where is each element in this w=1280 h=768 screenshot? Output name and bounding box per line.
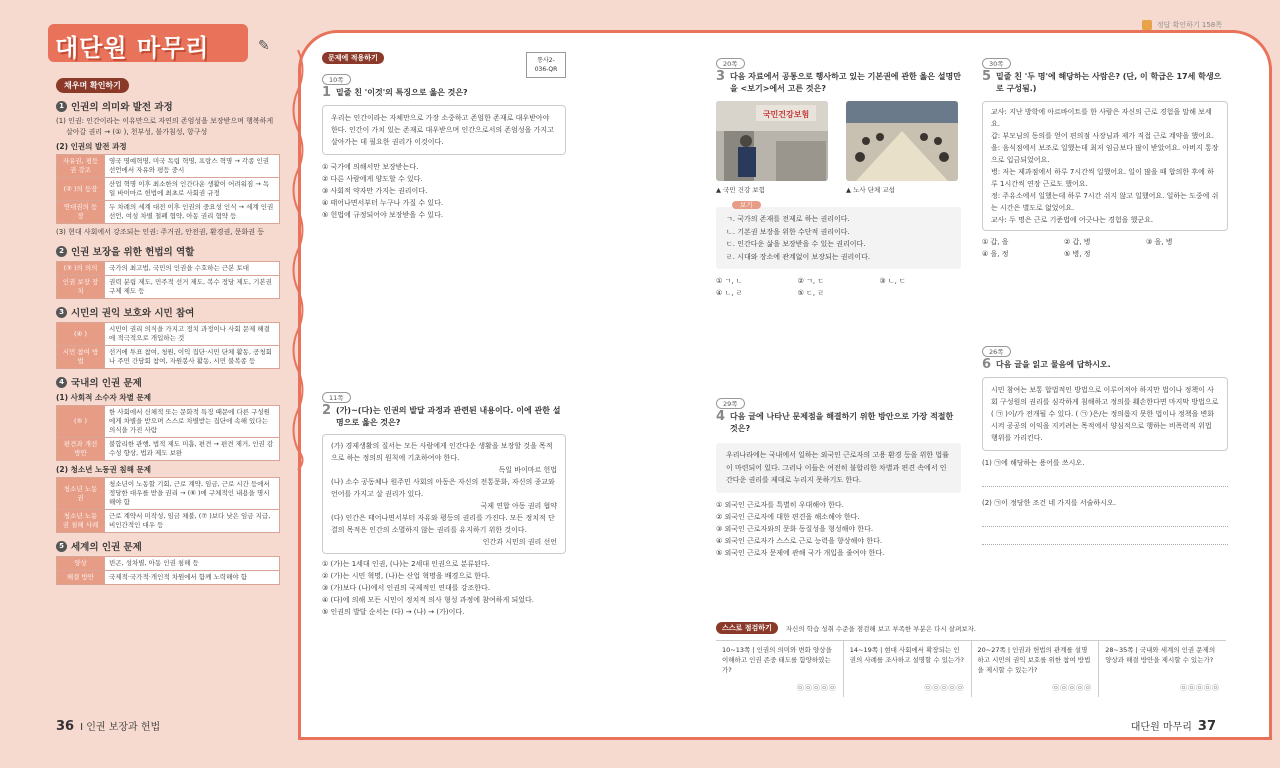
section-4-title: 국내의 인권 문제 — [71, 378, 142, 389]
q6-subquestion-2: (2) ㉠이 정당한 조건 네 가지를 서술하시오. — [982, 499, 1116, 507]
section-4-subheading-1: (1) 사회적 소수자 차별 문제 — [56, 393, 151, 402]
self-check-description: 자신의 학습 성취 수준을 점검해 보고 부족한 부분은 다시 살펴보자. — [785, 624, 976, 633]
q2-source-da: 인간과 시민의 권리 선언 — [482, 538, 557, 546]
q5-options — [982, 236, 1228, 260]
q6-passage: 시민 참여는 보통 합법적인 방법으로 이루어져야 하지만 법이나 정책이 사회 구성원의 권리를 심각하게 침해하고 정의를 훼손한다면 마지막 방법으로 ( ㉠ )이/가 전개될 수 있다. ( ㉠ )은/는 정의롭지 못한 법이나 정책을 변화시켜 공공의 이익을 지키려는 목적에서 양심적으로 행하는 비폭력적 위법 행위를 가리킨다. — [982, 377, 1228, 451]
self-check-row — [716, 640, 1226, 697]
q1-passage: 우리는 인간이라는 자체만으로 가장 소중하고 존엄한 존재로 대우받아야 한다. 인간이 가치 있는 존재로 대우받으며 인간으로서의 존엄성을 가지고 살아가는 데 필요한 권리가 이것이다. — [322, 105, 566, 155]
bogi-item: ㄴ. 기본권 보장을 위한 수단적 권리이다. — [726, 227, 850, 236]
q1-option-3[interactable]: ③ 사회적 약자만 가지는 권리이다. — [322, 187, 428, 195]
table-value: 산업 혁명 이후 최소한의 인간다운 생활이 어려워짐 → 독일 바이마르 헌법에 최초로 사회권 규정 — [105, 178, 280, 201]
q1-options — [322, 161, 566, 221]
self-check-text: 10~13쪽 | 인권의 의미와 변화 양상을 이해하고 인권 존중 태도를 함양하였는가? — [722, 646, 832, 674]
section-2-number: 2 — [56, 246, 67, 257]
answer-reference — [1142, 20, 1222, 30]
table-row — [57, 262, 280, 276]
table-row — [57, 438, 280, 461]
q3-page-tag: 20쪽 — [716, 58, 745, 69]
section-2-table — [56, 261, 280, 299]
table-key: 연대권의 등장 — [57, 201, 105, 224]
q5-number: 5 — [982, 69, 992, 84]
q3-photos — [716, 101, 961, 194]
bogi-item: ㄱ. 국가의 존재를 전제로 하는 권리이다. — [726, 215, 850, 223]
q2-page-tag: 11쪽 — [322, 392, 351, 403]
q4-text: 다음 글에 나타난 문제점을 해결하기 위한 방안으로 가장 적절한 것은? — [730, 412, 954, 433]
table-row — [57, 201, 280, 224]
pencil-icon: ✎ — [258, 38, 270, 54]
q3-option-5[interactable]: ⑤ ㄷ, ㄹ — [797, 289, 825, 297]
q3-photo-1 — [716, 101, 828, 194]
table-row — [57, 478, 280, 510]
bogi-item: ㄹ. 시대와 장소에 관계없이 보장되는 권리이다. — [726, 252, 871, 261]
q4-option-5[interactable]: ⑤ 외국인 근로자 문제에 관해 국가 개입을 줄여야 한다. — [716, 548, 885, 557]
q2-option-1[interactable]: ① (가)는 1세대 인권, (나)는 2세대 인권으로 분류된다. — [322, 560, 490, 568]
table-key: 자유권, 평등권 강조 — [57, 155, 105, 178]
q1-option-2[interactable]: ② 다른 사람에게 양도할 수 있다. — [322, 175, 423, 183]
answer-reference-text: 정답 확인하기 158쪽 — [1156, 21, 1222, 29]
section-3-title: 시민의 권익 보호와 시민 참여 — [71, 308, 195, 319]
dialogue-line: 갑: 부모님의 동의를 얻어 편의점 사장님과 제가 직접 근로 계약을 했어요. — [991, 132, 1214, 140]
section-4-number: 4 — [56, 377, 67, 388]
self-check-text: 20~27쪽 | 인권과 헌법의 관계를 설명하고 시민의 권익 보호를 위한 참여 방법을 제시할 수 있는가? — [977, 646, 1091, 674]
q6-answer-line-2[interactable] — [982, 509, 1228, 527]
section-1-table — [56, 154, 280, 224]
section-1-text-1b: 살아갈 권리 → (① ), 천부성, 불가침성, 항구성 — [66, 128, 208, 136]
section-4-table-1 — [56, 405, 280, 461]
table-key: 해결 방안 — [57, 571, 105, 585]
table-value: 불합리한 관행, 법적 제도 미흡, 편견 → 편견 제거, 인권 감수성 향상, 법과 제도 보완 — [105, 438, 280, 461]
q5-dialogue — [982, 101, 1228, 231]
q6-number: 6 — [982, 357, 992, 372]
dialogue-line: 교사: 지난 방학에 아르바이트를 한 사람은 자신의 근로 경험을 말해 보세요. — [991, 108, 1212, 128]
section-1-heading — [56, 99, 288, 113]
dialogue-line: 정: 주유소에서 일했는데 하루 7시간 쉬지 않고 일했어요. 일하는 도중에 쉬는 시간은 별도로 없었어요. — [991, 192, 1219, 212]
table-value: 영국 명예혁명, 미국 독립 혁명, 프랑스 혁명 → 각종 인권 선언에서 자유와 평등 중시 — [105, 155, 280, 178]
q4-option-3[interactable]: ③ 외국인 근로자와의 문화 동질성을 형성해야 한다. — [716, 524, 874, 533]
q2-passage-da: (다) 인간은 태어나면서부터 자유와 평등의 권리를 가진다. 모든 정치적 단결의 목적은 인간의 소멸하지 않는 권리를 유지하기 위한 것이다. — [331, 514, 555, 534]
binding-decoration — [287, 50, 309, 470]
q3-bogi — [716, 200, 961, 269]
section-4-heading — [56, 375, 288, 389]
q1-page-tag: 10쪽 — [322, 74, 351, 85]
table-row — [57, 323, 280, 346]
q5-option-3[interactable]: ③ 을, 병 — [1146, 238, 1173, 246]
footer-left-text: Ⅰ 인권 보장과 헌법 — [80, 722, 161, 733]
self-check-section — [716, 622, 1226, 697]
table-key: (⑤ ) — [57, 406, 105, 438]
table-value: 한 사회에서 신체적 또는 문화적 특징 때문에 다른 구성원에게 차별을 받으며 스스로 차별받는 집단에 속해 있다는 의식을 가진 사람 — [105, 406, 280, 438]
q3-caption-2: ▲ 노사 단체 교섭 — [846, 186, 895, 194]
left-summary-column — [0, 0, 298, 768]
q2-passage-na: (나) 소수 공동체나 원주민 사회의 아동은 자신의 전통문화, 자신의 종교와 언어를 가지고 살 권리가 있다. — [331, 478, 555, 498]
self-check-cell — [716, 641, 844, 697]
q3-title — [716, 71, 961, 95]
table-value: 근로 계약서 미작성, 임금 체불, (⑦ )보다 낮은 임금 지급, 비인간적인 대우 등 — [105, 510, 280, 533]
page-title: 대단원 마무리 — [55, 34, 210, 62]
column-question-6 — [982, 346, 1228, 545]
section-5-table — [56, 556, 280, 585]
table-value: 권력 분립 제도, 민주적 선거 제도, 복수 정당 제도, 기본권 구제 제도 등 — [105, 276, 280, 299]
rating-faces[interactable]: ㉧㉧㉧㉧㉧ — [796, 684, 837, 692]
q4-options — [716, 499, 961, 559]
table-row — [57, 155, 280, 178]
column-question-5 — [982, 58, 1228, 260]
q2-option-2[interactable]: ② (가)는 시민 혁명, (나)는 산업 혁명을 배경으로 한다. — [322, 572, 490, 580]
q3-option-1[interactable]: ① ㄱ, ㄴ — [716, 277, 743, 285]
book-icon — [1142, 20, 1152, 30]
q4-option-1[interactable]: ① 외국인 근로자를 특별히 우대해야 한다. — [716, 500, 844, 509]
dialogue-line: 을: 음식점에서 보조로 일했는데 최저 임금보다 많이 받았어요. 아버지 통장으로 입금되었어요. — [991, 144, 1219, 164]
q5-option-5[interactable]: ⑤ 병, 정 — [1064, 250, 1091, 258]
q3-photo-2 — [846, 101, 958, 194]
section-5-heading — [56, 539, 288, 553]
table-value: 시민이 권리 의식을 가지고 정치 과정이나 사회 문제 해결에 적극적으로 개입하는 것 — [105, 323, 280, 346]
q2-number: 2 — [322, 403, 332, 418]
q6-answer-line-3[interactable] — [982, 527, 1228, 545]
q4-number: 4 — [716, 409, 726, 424]
q1-option-5[interactable]: ⑤ 헌법에 규정되어야 보장받을 수 있다. — [322, 211, 444, 219]
health-insurance-photo — [716, 101, 828, 181]
section-4-table-2 — [56, 477, 280, 533]
bogi-label: 보기 — [732, 201, 761, 209]
table-key: 편견과 개선 방안 — [57, 438, 105, 461]
section-1-text-1: (1) 인권: 인간이라는 이유만으로 자연의 존엄성을 보장받으며 행복하게 — [56, 117, 274, 125]
table-row — [57, 276, 280, 299]
column-question-2 — [322, 392, 566, 618]
q4-title — [716, 411, 961, 435]
apply-tag: 문제에 적용하기 — [322, 52, 384, 64]
table-key: (④ ) — [57, 323, 105, 346]
section-5-title: 세계의 인권 문제 — [71, 542, 142, 553]
table-row — [57, 178, 280, 201]
q5-option-1[interactable]: ① 갑, 을 — [982, 238, 1009, 246]
q1-number: 1 — [322, 85, 332, 100]
table-value: 국가의 최고법, 국민의 인권을 수호하는 근본 토대 — [105, 262, 280, 276]
self-check-tag: 스스로 점검하기 — [716, 622, 778, 634]
column-questions-1-2 — [322, 52, 566, 221]
q6-subquestion-1: (1) ㉠에 해당하는 용어를 쓰시오. — [982, 459, 1085, 467]
q4-passage: 우리나라에는 국내에서 일하는 외국인 근로자의 고용 환경 등을 위한 법률이 마련되어 있다. 그러나 이들은 여전히 불합리한 차별과 편견 속에서 인간다운 권리를 제대로 누리지 못하기도 한다. — [716, 443, 961, 493]
q1-option-4[interactable]: ④ 태어나면서부터 누구나 가질 수 있다. — [322, 199, 444, 207]
page-number-right: 37 — [1197, 719, 1216, 734]
rating-faces[interactable]: ㉧㉧㉧㉧㉧ — [1052, 684, 1093, 692]
section-1-title: 인권의 의미와 발전 과정 — [71, 102, 173, 113]
section-2-heading — [56, 244, 288, 258]
q2-option-4[interactable]: ④ (다)에 의해 모든 시민이 정치적 의사 형성 과정에 참여하게 되었다. — [322, 596, 535, 604]
section-5-number: 5 — [56, 541, 67, 552]
q2-option-5[interactable]: ⑤ 인권의 발달 순서는 (다) → (나) → (가)이다. — [322, 608, 465, 616]
section-1-subheading: (2) 인권의 발전 과정 — [56, 142, 127, 151]
q2-source-ga: 독일 바이마르 헌법 — [498, 466, 557, 474]
q3-option-3[interactable]: ③ ㄴ, ㄷ — [879, 277, 906, 285]
section-4-subheading-2: (2) 청소년 노동권 침해 문제 — [56, 465, 151, 474]
table-value: 청소년이 노동할 기회, 근로 계약, 임금, 근로 시간 등에서 정당한 대우를 받을 권리 → (⑥ )에 구체적인 내용을 명시해야 함 — [105, 478, 280, 510]
q5-option-4[interactable]: ④ 을, 정 — [982, 250, 1009, 258]
self-check-text: 28~35쪽 | 국내와 세계의 인권 문제의 양상과 해결 방안을 제시할 수 있는가? — [1105, 646, 1216, 664]
column-question-4 — [716, 398, 961, 559]
q5-page-tag: 30쪽 — [982, 58, 1011, 69]
table-row — [57, 571, 280, 585]
section-3-table — [56, 322, 280, 369]
footer-right — [1131, 718, 1222, 734]
photo-sign-text: 국민건강보험 — [762, 110, 810, 119]
rating-faces[interactable]: ㉧㉧㉧㉧㉧ — [1180, 684, 1220, 692]
q4-option-2[interactable]: ② 외국인 근로자에 대한 편견을 해소해야 한다. — [716, 512, 860, 521]
q4-option-4[interactable]: ④ 외국인 근로자가 스스로 근로 능력을 향상해야 한다. — [716, 536, 883, 545]
table-value: 국제적·국가적·개인적 차원에서 함께 노력해야 함 — [105, 571, 280, 585]
bogi-item: ㄷ. 인간다운 삶을 보장받을 수 있는 권리이다. — [726, 240, 866, 248]
table-row — [57, 510, 280, 533]
table-key: (③ )의 의의 — [57, 262, 105, 276]
column-question-3 — [716, 58, 961, 299]
table-key: 청소년 노동권 침해 사례 — [57, 510, 105, 533]
table-key: 인권 보장 장치 — [57, 276, 105, 299]
q2-source-na: 국제 연합 아동 권리 협약 — [480, 502, 557, 510]
q5-title — [982, 71, 1228, 95]
q3-option-2[interactable]: ② ㄱ, ㄷ — [797, 277, 825, 285]
q4-page-tag: 29쪽 — [716, 398, 745, 409]
table-key: (② )의 등장 — [57, 178, 105, 201]
q6-answer-line-1[interactable] — [982, 469, 1228, 487]
q5-text: 밑줄 친 '두 명'에 해당하는 사람은? (단, 이 학급은 17세 학생으로 구성됨.) — [996, 72, 1222, 93]
q3-text: 다음 자료에서 공통으로 행사하고 있는 기본권에 관한 옳은 설명만을 <보기>에서 고른 것은? — [730, 72, 961, 93]
table-value: 선거에 투표 참여, 청원, 이익 집단·시민 단체 활동, 공청회나 주민 간담회 참여, 자원봉사 활동, 시민 불복종 등 — [105, 346, 280, 369]
section-3-number: 3 — [56, 307, 67, 318]
labor-negotiation-photo — [846, 101, 958, 181]
footer-left — [56, 718, 160, 734]
table-row — [57, 557, 280, 571]
self-check-cell — [972, 641, 1100, 697]
page-number-left: 36 — [56, 719, 75, 734]
q1-option-1[interactable]: ① 국가에 의해서만 보장받는다. — [322, 163, 419, 171]
dialogue-line: 병: 저는 제과점에서 하루 7시간씩 일했어요. 일이 많을 때 합의한 후에 하루 1시간씩 연장 근로도 했어요. — [991, 168, 1214, 188]
section-1-text-3: (3) 현대 사회에서 강조되는 인권: 주거권, 안전권, 환경권, 문화권 등 — [56, 228, 265, 236]
self-check-cell — [1099, 641, 1226, 697]
q2-option-3[interactable]: ③ (가)보다 (나)에서 인권의 국제적인 연대를 강조한다. — [322, 584, 491, 592]
q2-passage-ga: (가) 경제생활의 질서는 모든 사람에게 인간다운 생활을 보장할 것을 목적으로 하는 정의의 원칙에 기초하여야 한다. — [331, 442, 553, 462]
q2-title — [322, 405, 566, 429]
summary-content — [56, 78, 288, 585]
table-key: 양상 — [57, 557, 105, 571]
rating-faces[interactable]: ㉧㉧㉧㉧㉧ — [924, 684, 965, 692]
self-check-text: 14~19쪽 | 현대 사회에서 확장되는 인권의 사례를 조사하고 설명할 수 있는가? — [849, 646, 964, 664]
fill-check-tag: 채우며 확인하기 — [56, 78, 129, 93]
table-value: 두 차례의 세계 대전 이후 인권의 중요성 인식 → 세계 인권 선언, 여성 차별 철폐 협약, 아동 권리 협약 등 — [105, 201, 280, 224]
table-row — [57, 406, 280, 438]
q3-caption-1: ▲ 국민 건강 보험 — [716, 186, 765, 194]
bogi-box — [716, 207, 961, 269]
table-value: 빈곤, 성차별, 아동 인권 침해 등 — [105, 557, 280, 571]
section-1-number: 1 — [56, 101, 67, 112]
q1-title — [322, 87, 566, 99]
self-check-cell — [844, 641, 972, 697]
q3-option-4[interactable]: ④ ㄴ, ㄹ — [716, 289, 743, 297]
footer-right-text: 대단원 마무리 — [1130, 722, 1192, 733]
q2-options — [322, 558, 566, 618]
table-key: 시민 참여 방법 — [57, 346, 105, 369]
q6-page-tag: 26쪽 — [982, 346, 1011, 357]
q6-title — [982, 359, 1228, 371]
dialogue-line: 교사: 두 명은 근로 기준법에 어긋나는 경험을 했군요. — [991, 216, 1154, 224]
table-row — [57, 346, 280, 369]
q5-option-2[interactable]: ② 갑, 병 — [1064, 238, 1091, 246]
q6-text: 다음 글을 읽고 물음에 답하시오. — [996, 360, 1111, 369]
q2-text: (가)~(다)는 인권의 발달 과정과 관련된 내용이다. 이에 관한 설명으로 옳은 것은? — [336, 406, 561, 427]
table-key: 청소년 노동권 — [57, 478, 105, 510]
section-2-title: 인권 보장을 위한 헌법의 역할 — [71, 247, 195, 258]
q3-options — [716, 275, 961, 299]
qr-code-box[interactable]: 통사2-036-QR — [526, 52, 566, 78]
section-3-heading — [56, 305, 288, 319]
q2-passage — [322, 434, 566, 554]
q1-text: 밑줄 친 '이것'의 특징으로 옳은 것은? — [336, 88, 468, 97]
q3-number: 3 — [716, 69, 726, 84]
